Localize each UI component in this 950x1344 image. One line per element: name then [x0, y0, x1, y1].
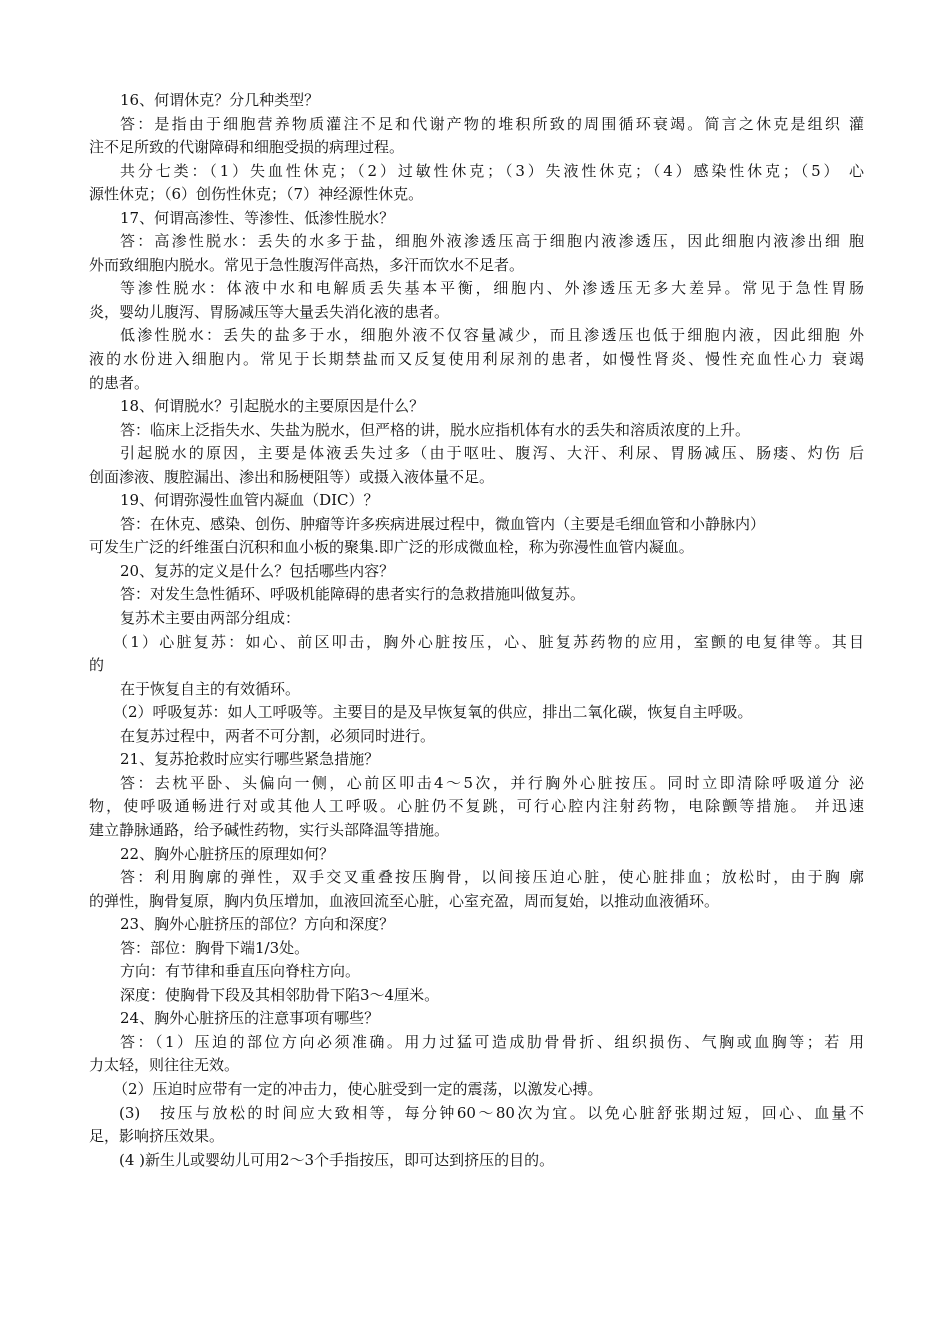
- text-line: 24、胸外心脏挤压的注意事项有哪些？: [120, 1009, 380, 1028]
- text-line: (3) 按压与放松的时间应大致相等，每分钟60～80次为宜。以免心脏舒张期过短，回心、血量不: [119, 1103, 864, 1122]
- text-line: 22、胸外心脏挤压的原理如何？: [120, 844, 335, 863]
- text-line: 答：对发生急性循环、呼吸机能障碍的患者实行的急救措施叫做复苏。: [120, 585, 586, 604]
- document-body: [89, 89, 864, 1172]
- text-line: 23、胸外心脏挤压的部位？方向和深度？: [120, 915, 395, 934]
- text-line: 物，使呼吸通畅进行对或其他人工呼吸。心脏仍不复跳，可行心腔内注射药物，电除颤等措施。 并迅速: [89, 797, 864, 816]
- text-line: 引起脱水的原因，主要是体液丢失过多（由于呕吐、腹泻、大汗、利尿、胃肠减压、肠瘘、灼伤 后: [120, 444, 864, 463]
- text-line: 低渗性脱水：丢失的盐多于水，细胞外液不仅容量减少，而且渗透压也低于细胞内液，因此细胞 外: [120, 326, 864, 345]
- text-line: 创面渗液、腹腔漏出、渗出和肠梗阻等）或摄入液体量不足。: [89, 467, 495, 486]
- text-line: 力太轻，则往往无效。: [89, 1056, 240, 1075]
- text-line: 16、何谓休克？分几种类型？: [120, 91, 320, 109]
- text-line: 的患者。: [89, 373, 150, 392]
- text-line: 深度：使胸骨下段及其相邻肋骨下陷3～4厘米。: [120, 985, 440, 1004]
- text-line: 的: [89, 656, 105, 675]
- text-line: 答：部位：胸骨下端1/3处。: [120, 938, 310, 957]
- text-line: 答：在休克、感染、创伤、肿瘤等许多疾病进展过程中，微血管内（主要是毛细血管和小静脉内）: [120, 514, 766, 533]
- text-line: 可发生广泛的纤维蛋白沉积和血小板的聚集.即广泛的形成微血栓，称为弥漫性血管内凝血。: [89, 538, 694, 557]
- text-line: 足，影响挤压效果。: [89, 1127, 225, 1146]
- text-line: 等渗性脱水：体液中水和电解质丢失基本平衡，细胞内、外渗透压无多大差异。常见于急性胃肠: [120, 279, 864, 298]
- text-line: 21、复苏抢救时应实行哪些紧急措施？: [120, 750, 380, 769]
- text-line: 复苏术主要由两部分组成：: [120, 609, 301, 628]
- text-line: 19、何谓弥漫性血管内凝血（DIC）？: [120, 491, 379, 510]
- text-line: 20、复苏的定义是什么？包括哪些内容？: [120, 561, 395, 580]
- text-line: 液的水份进入细胞内。常见于长期禁盐而又反复使用利尿剂的患者，如慢性肾炎、慢性充血性心力 衰竭: [89, 350, 864, 369]
- text-line: 答：去枕平卧、头偏向一侧，心前区叩击4～5次，并行胸外心脏按压。同时立即清除呼吸道分 泌: [120, 773, 864, 792]
- text-line: (4 )新生儿或婴幼儿可用2～3个手指按压，即可达到挤压的目的。: [119, 1150, 555, 1169]
- text-line: 注不足所致的代谢障碍和细胞受损的病理过程。: [89, 138, 405, 157]
- text-line: 在复苏过程中，两者不可分割，必须同时进行。: [120, 726, 436, 745]
- text-line: 建立静脉通路，给予碱性药物，实行头部降温等措施。: [89, 820, 450, 839]
- text-line: 炎，婴幼儿腹泻、胃肠减压等大量丢失消化液的患者。: [89, 302, 450, 321]
- text-line: 答：是指由于细胞营养物质灌注不足和代谢产物的堆积所致的周围循环衰竭。简言之休克是组织 灌: [120, 114, 864, 133]
- text-line: 方向：有节律和垂直压向脊柱方向。: [120, 962, 361, 981]
- text-line: 答：利用胸廓的弹性，双手交叉重叠按压胸骨，以间接压迫心脏，使心脏排血；放松时，由于胸 廓: [120, 868, 864, 887]
- text-line: 答：（1）压迫的部位方向必须准确。用力过猛可造成肋骨骨折、组织损伤、气胸或血胸等；若 用: [120, 1032, 864, 1051]
- text-line: 答：临床上泛指失水、失盐为脱水，但严格的讲，脱水应指机体有水的丢失和溶质浓度的上升。: [120, 420, 751, 439]
- text-line: （2）压迫时应带有一定的冲击力，使心脏受到一定的震荡，以激发心搏。: [113, 1079, 603, 1098]
- text-line: （2）呼吸复苏：如人工呼吸等。主要目的是及早恢复氧的供应，排出二氧化碳，恢复自主呼吸。: [113, 703, 753, 722]
- text-line: 源性休克；（6）创伤性休克；（7）神经源性休克。: [89, 185, 424, 204]
- text-line: 外而致细胞内脱水。常见于急性腹泻伴高热，多汗而饮水不足者。: [89, 255, 525, 274]
- text-line: （1）心脏复苏：如心、前区叩击，胸外心脏按压，心、脏复苏药物的应用，室颤的电复律等。其目: [113, 632, 864, 651]
- text-line: 共分七类：（1）失血性休克；（2）过敏性休克；（3）失液性休克；（4）感染性休克；（5） 心: [120, 161, 864, 180]
- text-line: 的弹性，胸骨复原，胸内负压增加，血液回流至心脏，心室充盈，周而复始，以推动血液循环。: [89, 891, 720, 910]
- text-line: 答：高渗性脱水：丢失的水多于盐，细胞外液渗透压高于细胞内液渗透压，因此细胞内液渗出细 胞: [120, 232, 864, 251]
- text-line: 在于恢复自主的有效循环。: [120, 679, 301, 698]
- text-line: 17、何谓高渗性、等渗性、低渗性脱水？: [120, 208, 395, 227]
- text-line: 18、何谓脱水？引起脱水的主要原因是什么？: [120, 397, 425, 416]
